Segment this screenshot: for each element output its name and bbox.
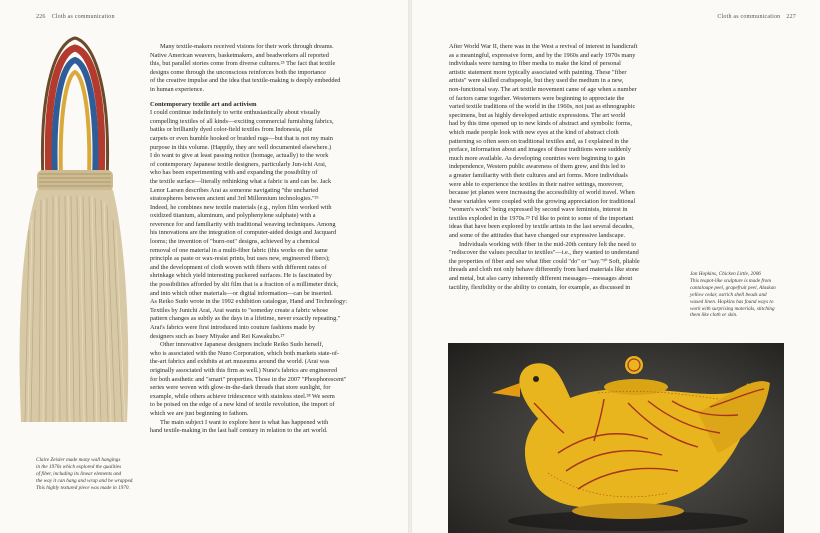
paragraph xyxy=(449,241,681,293)
text-line: Native American weavers, basketmakers, and beadworkers all reported xyxy=(150,51,329,59)
text-line: Other innovative Japanese designers include Reiko Sudo herself, xyxy=(160,341,324,349)
left-page-number: 226 xyxy=(36,14,46,20)
paragraph xyxy=(449,43,681,241)
text-line: varied textile traditions of the world in the 1960s, not just as ethnographic xyxy=(449,103,636,111)
text-line: the properties of fiber and see what fiber could "do" or "say."³⁰ Soft, pliable xyxy=(449,257,640,265)
text-line: as a meaningful, expressive form, and by the 1960s and early 1970s many xyxy=(449,51,636,59)
text-line: preface, information about and images of these traditions were suddenly xyxy=(449,146,631,154)
text-line: because jet planes were increasing the accessibility of world travel. When xyxy=(449,189,635,197)
caption-line: them like cloth or skin. xyxy=(690,312,738,319)
right-figure-caption xyxy=(690,271,798,319)
text-line: looms; the invention of "burn-out" designs, achieved by a chemical xyxy=(150,238,320,246)
paragraph xyxy=(150,43,382,95)
caption-line: Claire Zeisler made many wall hangings xyxy=(36,457,121,463)
right-body-text xyxy=(449,43,681,292)
text-line: principle as paste or wax-resist prints, but uses new, engineered fibers); xyxy=(150,255,330,263)
paragraph xyxy=(150,109,382,341)
text-line: Textiles by Junichi Arai, Arai wants to "someday create a fabric whose xyxy=(150,306,329,314)
left-figure-caption xyxy=(36,457,146,492)
text-line: removal of one material in a multi-fiber fabric (this works on the same xyxy=(150,246,328,254)
left-running-head-title: Cloth as communication xyxy=(51,14,115,20)
text-line: I could continue indefinitely to write enthusiastically about visually xyxy=(150,109,321,117)
caption-line: This teapot-like sculpture is made from xyxy=(690,277,772,284)
text-line: artists" were skilled craftspeople, but they used the medium in a new, xyxy=(449,77,624,85)
text-line: pattern changes as subtly as the days in a lifetime, never exactly repeating." xyxy=(150,315,341,323)
text-line: who has been experimenting with and expanding the possibility of xyxy=(150,169,318,177)
text-line: "rediscover the values peculiar to textiles"—i.e., they wanted to understand xyxy=(449,249,639,257)
text-line: had by this time opened up to new kinds of abstract and symbolic forms, xyxy=(449,120,632,128)
text-line: and into which other materials—or digital information—can be inserted. xyxy=(150,289,333,297)
section-heading: Contemporary textile art and activism xyxy=(150,100,257,108)
text-line: series were woven with glow-in-the-dark threads that store sunlight, for xyxy=(150,384,331,392)
right-page-number: 227 xyxy=(786,14,796,20)
text-line: Individuals working with fiber in the mid-20th century felt the need to xyxy=(459,240,637,248)
text-line: Indeed, he combines new textile materials (e.g., nylon film worked with xyxy=(150,203,332,211)
text-line: compelling textiles of all kinds—exciting commercial furnishing fabrics, xyxy=(150,117,334,125)
text-line: which we are just beginning to fathom. xyxy=(150,409,249,417)
text-line: batiks or brilliantly dyed color-field textiles from Indonesia, pile xyxy=(150,126,313,134)
text-line: the textile surface—literally rethinking what a fabric is and can be. Jack xyxy=(150,177,332,185)
text-line: originally associated with this firm as well.) Nuno's fabrics are engineered xyxy=(150,366,338,374)
text-line: a greater familiarity with their cultures and art forms. More individuals xyxy=(449,171,628,179)
text-line: textiles exploded in the 1970s.²⁹ I'd like to point to some of the important xyxy=(449,214,634,222)
text-line: tactility, flexibility or the ability to contain, for example, as discussed in xyxy=(449,283,631,291)
text-line: of contemporary Japanese textile designers, particularly Jun-ichi Arai, xyxy=(150,160,327,168)
caption-line: work with surprising materials, stitching xyxy=(690,305,775,312)
caption-line: yellow cedar, ostrich shell beads and xyxy=(690,291,767,298)
text-line: the possibilities afforded by slit film that is a fraction of a millimeter thick, xyxy=(150,281,339,289)
right-running-head-title: Cloth as communication xyxy=(717,14,781,20)
text-line: The main subject I want to explore here is what has happened with xyxy=(160,418,329,426)
text-line: much more available. As developing countries were beginning to gain xyxy=(449,154,626,162)
right-running-head xyxy=(717,14,796,20)
caption-line: waxed linen. Hopkins has found ways to xyxy=(690,298,774,305)
text-line: "women's work" being expressed by second wave feminists, interest in xyxy=(449,206,628,214)
text-line: of the creative impulse and the idea that textile-making is deeply embedded xyxy=(150,77,341,85)
text-line: non-functional way. The art textile movement came of age when a number xyxy=(449,85,637,93)
text-line: independence, Western public awareness of them grew, and this led to xyxy=(449,163,626,171)
text-line: specimens, but as highly developed artistic expressions. The art world xyxy=(449,111,626,119)
text-line: After World War II, there was in the West a revival of interest in handicraft xyxy=(449,43,638,50)
text-line: Lenor Larsen describes Arai as someone navigating "the uncharted xyxy=(150,186,319,194)
text-line: and some of the attitudes that have changed our expressive landscape. xyxy=(449,232,626,240)
woven-fiber-wall-hanging-image xyxy=(15,30,133,428)
text-line: were able to experience the textiles in their native settings, moreover, xyxy=(449,180,624,188)
caption-line: This highly textured piece was made in 1970. xyxy=(36,484,130,491)
text-line: Many textile-makers received visions for their work through dreams. xyxy=(160,43,334,50)
text-line: shrinkage which yield interesting puckered surfaces. He is fascinated by xyxy=(150,272,332,280)
text-line: in human experience. xyxy=(150,85,205,93)
text-line: ideas that have been explored by textile artists in the last several decades, xyxy=(449,223,634,231)
text-line: this, but parallel stories come from diverse cultures.²⁵ The fact that textile xyxy=(150,60,336,68)
caption-line: of fiber, including its linear elements and xyxy=(36,470,122,477)
text-line: oxidized titanium, aluminum, and polyphenylene sulphate) with a xyxy=(150,212,316,220)
text-line: stratospheres between ancient and 3rd Millennium technologies."²⁶ xyxy=(150,195,319,203)
text-line: carpets or even humble hooked or braided rugs—but that is not my main xyxy=(150,134,333,142)
text-line: Arai's fabrics were first introduced into couture fashions made by xyxy=(150,324,315,331)
text-line: the-art fabrics and exhibits at art museums around the world. (Arai was xyxy=(150,358,330,366)
text-line: example, while others achieve iridescence with stainless steel.²⁸ We seem xyxy=(150,392,335,400)
text-line: designers such as Issey Miyake and Rei Kawakubo.²⁷ xyxy=(150,332,285,340)
bird-teapot-sculpture-image xyxy=(448,343,784,533)
left-body-text xyxy=(150,43,382,436)
caption-line: in the 1970s which explored the qualities xyxy=(36,463,122,470)
text-line: for both aesthetic and "smart" properties. Those in the 2007 "Phosphorescent" xyxy=(150,375,347,383)
left-page xyxy=(0,0,408,533)
left-running-head xyxy=(36,14,115,20)
text-line: As Reiko Sudo wrote in the 1992 exhibition catalogue, Hand and Technology: xyxy=(150,298,348,306)
text-line: patterning so often seen on traditional textiles and, as I explained in the xyxy=(449,137,629,145)
text-line: of factors came together. Westerners were beginning to appreciate the xyxy=(449,94,625,102)
caption-line: Jan Hopkins, Chicken Little, 2006 xyxy=(690,271,761,277)
text-line: designs come through the unconscious reinforces both the importance xyxy=(150,68,326,76)
paragraph xyxy=(150,341,382,418)
text-line: artistic statement more typically associated with painting. These "fiber xyxy=(449,68,627,76)
text-line: to be poised on the edge of a new kind of textile revolution, the import of xyxy=(150,401,335,409)
text-line: who is associated with the Nuno Corporation, which both markets state-of- xyxy=(150,349,340,357)
caption-line: cantaloupe peel, grapefruit peel, Alaskan xyxy=(690,284,776,291)
caption-line: the way it can hang and wrap and be wrapped. xyxy=(36,477,134,484)
text-line: and the development of cloth woven with fibers with different rates of xyxy=(150,263,327,271)
text-line: which made people look with new eyes at the kind of abstract cloth xyxy=(449,128,619,136)
paragraph xyxy=(150,419,382,436)
text-line: and metal, but also carry inherently different messages—messages about xyxy=(449,275,633,283)
text-line: these variables were coupled with the growing appreciation for traditional xyxy=(449,197,636,205)
text-line: reverence for and familiarity with traditional weaving techniques. Among xyxy=(150,220,336,228)
text-line: hand textile-making in the last half century in relation to the art world. xyxy=(150,427,328,435)
text-line: I do want to give at least passing notice (homage, actually) to the work xyxy=(150,152,329,160)
text-line: purpose in this volume. (Happily, they are well documented elsewhere.) xyxy=(150,143,332,151)
text-line: individuals were turning to fiber media to make the kind of personal xyxy=(449,60,621,68)
text-line: his innovations are the integration of computer-aided design and Jacquard xyxy=(150,229,337,237)
text-line: threads and cloth not only behave differently from hard materials like stone xyxy=(449,266,639,274)
